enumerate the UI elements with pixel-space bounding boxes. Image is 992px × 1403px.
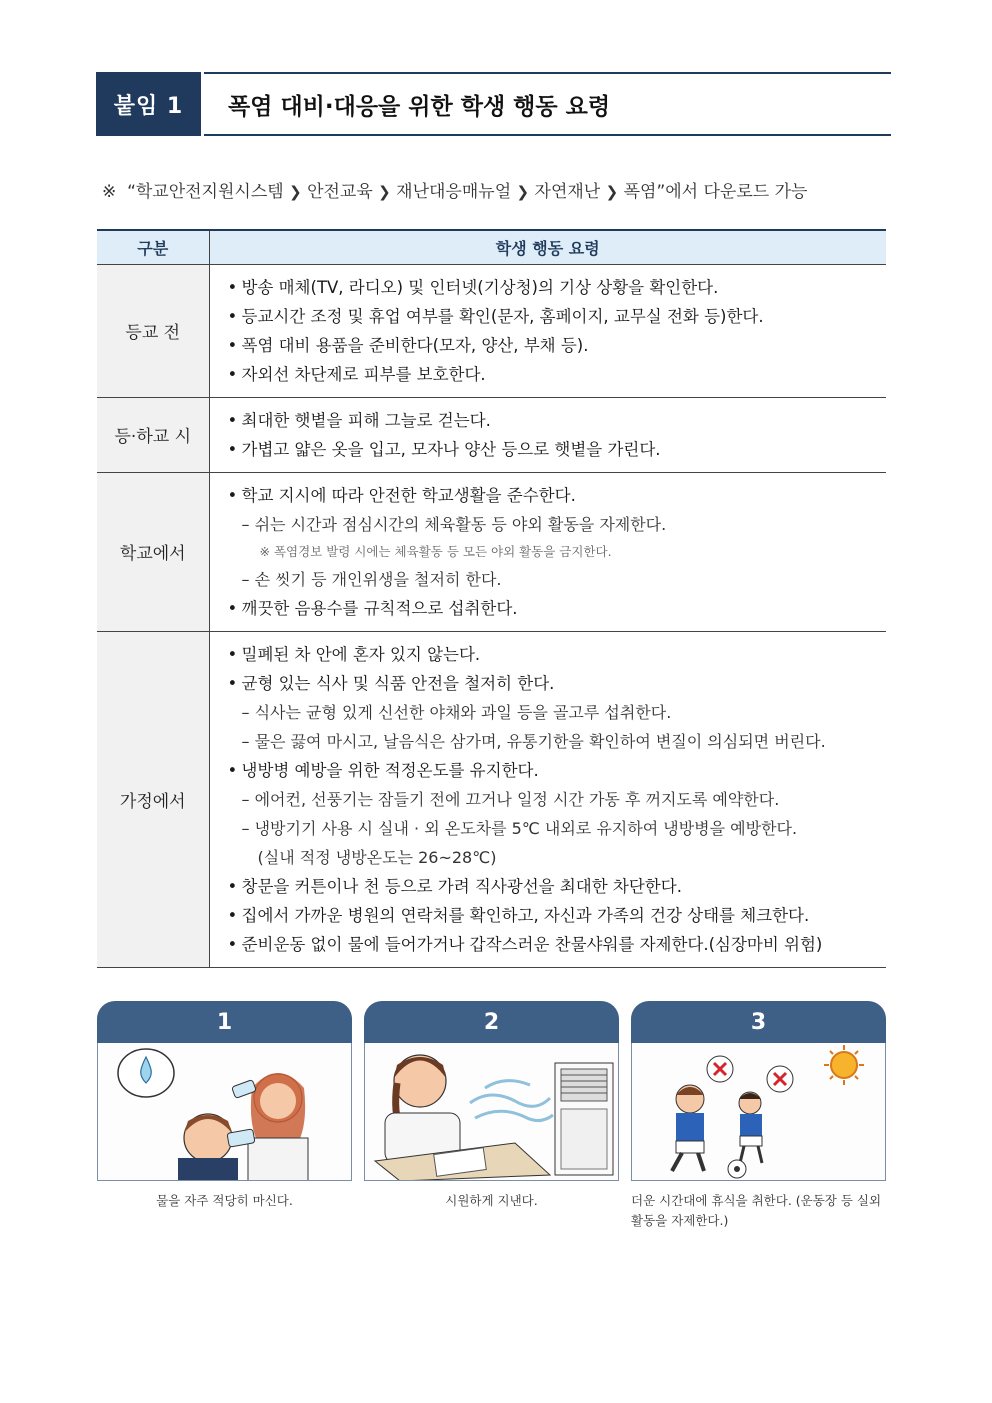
guideline-bullet: • 자외선 차단제로 피부를 보호한다. bbox=[228, 360, 877, 389]
guideline-bullet: • 학교 지시에 따라 안전한 학교생활을 준수한다. bbox=[228, 481, 877, 510]
header-guidelines: 학생 행동 요령 bbox=[209, 230, 886, 264]
guideline-bullet: • 준비운동 없이 물에 들어가거나 갑작스러운 찬물샤워를 자제한다.(심장마비 위험) bbox=[228, 930, 877, 959]
guideline-bullet: • 폭염 대비 용품을 준비한다(모자, 양산, 부채 등). bbox=[228, 331, 877, 360]
guideline-subitem: – 에어컨, 선풍기는 잠들기 전에 끄거나 일정 시간 가동 후 꺼지도록 예약한다. bbox=[228, 785, 877, 814]
guideline-bullet: • 깨끗한 음용수를 규칙적으로 섭취한다. bbox=[228, 594, 877, 623]
guideline-bullet: • 최대한 햇볕을 피해 그늘로 걷는다. bbox=[228, 406, 877, 435]
air-conditioner-illustration bbox=[364, 1043, 619, 1181]
row-category: 등·하교 시 bbox=[97, 397, 209, 472]
title-rule-bottom bbox=[204, 134, 891, 136]
panel-caption: 물을 자주 적당히 마신다. bbox=[156, 1193, 293, 1208]
row-guidelines bbox=[209, 631, 886, 967]
panel-caption: 시원하게 지낸다. bbox=[445, 1193, 538, 1208]
guideline-bullet: • 집에서 가까운 병원의 연락처를 확인하고, 자신과 가족의 건강 상태를 체크한다. bbox=[228, 901, 877, 930]
row-guidelines bbox=[209, 397, 886, 472]
note-path-1: 안전교육 bbox=[307, 182, 373, 202]
chevron-right-icon: ❯ bbox=[289, 183, 302, 201]
guideline-subitem: – 식사는 균형 있게 신선한 야채와 과일 등을 골고루 섭취한다. bbox=[228, 698, 877, 727]
note-mark: ※ bbox=[102, 182, 117, 202]
header-category: 구분 bbox=[97, 230, 209, 264]
row-category: 가정에서 bbox=[97, 631, 209, 967]
student-guide-table bbox=[97, 229, 886, 968]
table-header-row bbox=[97, 230, 886, 264]
drinking-water-illustration bbox=[97, 1043, 352, 1181]
page-title: 폭염 대비·대응을 위한 학생 행동 요령 bbox=[228, 93, 611, 120]
outdoor-rest-illustration bbox=[631, 1043, 886, 1181]
guideline-subitem: – 손 씻기 등 개인위생을 철저히 한다. bbox=[228, 565, 877, 594]
panel-number: 1 bbox=[97, 1001, 352, 1043]
attachment-badge: 붙임 1 bbox=[96, 72, 201, 136]
table-row bbox=[97, 264, 886, 397]
chevron-right-icon: ❯ bbox=[516, 183, 530, 201]
guideline-bullet: • 등교시간 조정 및 휴업 여부를 확인(문자, 홈페이지, 교무실 전화 등)한다. bbox=[228, 302, 877, 331]
guideline-subitem: – 물은 끓여 마시고, 날음식은 삼가며, 유통기한을 확인하여 변질이 의심되면 버린다. bbox=[228, 727, 877, 756]
note-path-2: 재난대응매뉴얼 bbox=[396, 182, 512, 202]
panel-3 bbox=[631, 1001, 886, 1231]
row-guidelines bbox=[209, 472, 886, 631]
row-category: 등교 전 bbox=[97, 264, 209, 397]
table-row bbox=[97, 472, 886, 631]
panel-1 bbox=[97, 1001, 352, 1211]
guideline-bullet: • 가볍고 얇은 옷을 입고, 모자나 양산 등으로 햇볕을 가린다. bbox=[228, 435, 877, 464]
table-body bbox=[97, 264, 886, 967]
guideline-subitem: – 냉방기기 사용 시 실내 · 외 온도차를 5℃ 내외로 유지하여 냉방병을 예방한다. bbox=[228, 814, 877, 843]
guideline-bullet: • 창문을 커튼이나 천 등으로 가려 직사광선을 최대한 차단한다. bbox=[228, 872, 877, 901]
panel-number: 2 bbox=[364, 1001, 619, 1043]
chevron-right-icon: ❯ bbox=[378, 183, 391, 201]
note-source: “학교안전지원시스템 bbox=[127, 182, 284, 202]
guideline-note: ※ 폭염경보 발령 시에는 체육활동 등 모든 야외 활동을 금지한다. bbox=[259, 543, 612, 559]
row-category: 학교에서 bbox=[97, 472, 209, 631]
guideline-bullet: • 밀폐된 차 안에 혼자 있지 않는다. bbox=[228, 640, 877, 669]
note-path-last: 폭염”에서 다운로드 가능 bbox=[623, 182, 808, 202]
illustration-panels bbox=[97, 1001, 886, 1241]
panel-caption: 더운 시간대에 휴식을 취한다. (운동장 등 실외활동을 자제한다.) bbox=[631, 1193, 882, 1228]
panel-2 bbox=[364, 1001, 619, 1211]
note-path-3: 자연재난 bbox=[534, 182, 601, 202]
table-row bbox=[97, 397, 886, 472]
guideline-subitem: – 쉬는 시간과 점심시간의 체육활동 등 야외 활동을 자제한다. bbox=[228, 510, 877, 539]
row-guidelines bbox=[209, 264, 886, 397]
guideline-bullet: • 방송 매체(TV, 라디오) 및 인터넷(기상청)의 기상 상황을 확인한다. bbox=[228, 273, 877, 302]
panel-number: 3 bbox=[631, 1001, 886, 1043]
guideline-continuation: (실내 적정 냉방온도는 26~28℃) bbox=[257, 847, 497, 867]
guideline-bullet: • 냉방병 예방을 위한 적정온도를 유지한다. bbox=[228, 756, 877, 785]
chevron-right-icon: ❯ bbox=[605, 183, 619, 201]
guideline-bullet: • 균형 있는 식사 및 식품 안전을 철저히 한다. bbox=[228, 669, 877, 698]
download-note bbox=[102, 177, 892, 202]
table-row bbox=[97, 631, 886, 967]
title-bar bbox=[96, 72, 891, 136]
